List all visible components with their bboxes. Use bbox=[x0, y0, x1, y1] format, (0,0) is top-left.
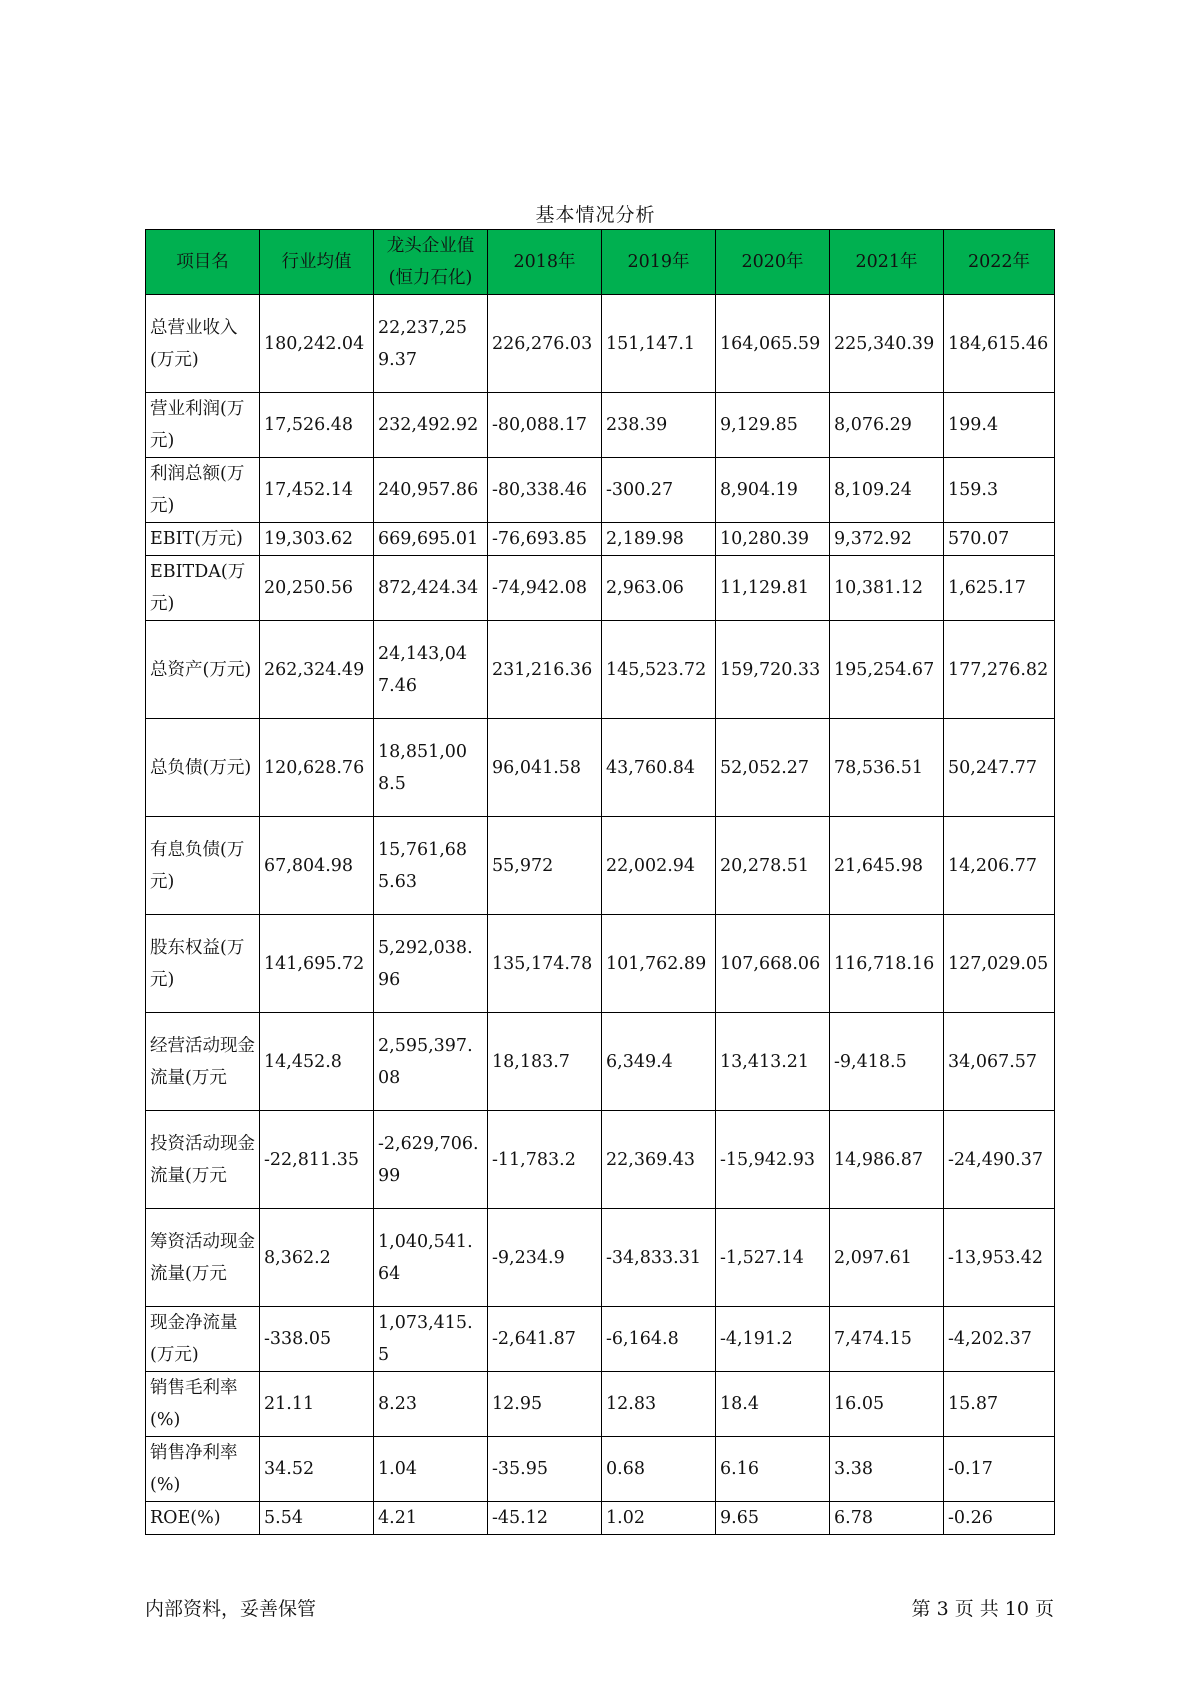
table-cell: -1,527.14 bbox=[716, 1209, 830, 1307]
table-cell: 43,760.84 bbox=[602, 719, 716, 817]
table-cell: 1.04 bbox=[374, 1437, 488, 1502]
table-cell: -22,811.35 bbox=[260, 1111, 374, 1209]
table-row bbox=[146, 621, 1055, 719]
table-caption: 基本情况分析 bbox=[535, 204, 656, 226]
table-cell: 240,957.86 bbox=[374, 458, 488, 523]
column-header: 2021年 bbox=[830, 230, 944, 295]
table-row bbox=[146, 556, 1055, 621]
table-cell: 67,804.98 bbox=[260, 817, 374, 915]
table-row bbox=[146, 393, 1055, 458]
row-label: 利润总额(万元) bbox=[146, 458, 260, 523]
table-cell: 15.87 bbox=[944, 1372, 1055, 1437]
table-row bbox=[146, 1307, 1055, 1372]
row-label: EBITDA(万元) bbox=[146, 556, 260, 621]
table-cell: 116,718.16 bbox=[830, 915, 944, 1013]
table-cell: 18,183.7 bbox=[488, 1013, 602, 1111]
table-cell: 5.54 bbox=[260, 1502, 374, 1535]
table-cell: -9,234.9 bbox=[488, 1209, 602, 1307]
table-cell: 164,065.59 bbox=[716, 295, 830, 393]
column-header: 2020年 bbox=[716, 230, 830, 295]
table-cell: 2,097.61 bbox=[830, 1209, 944, 1307]
table-cell: 12.83 bbox=[602, 1372, 716, 1437]
row-label: 有息负债(万元) bbox=[146, 817, 260, 915]
table-cell: 18,851,008.5 bbox=[374, 719, 488, 817]
table-cell: 6.78 bbox=[830, 1502, 944, 1535]
table-cell: 12.95 bbox=[488, 1372, 602, 1437]
table-cell: 96,041.58 bbox=[488, 719, 602, 817]
table-cell: 120,628.76 bbox=[260, 719, 374, 817]
footer-confidential-note: 内部资料，妥善保管 bbox=[145, 1598, 317, 1620]
row-label: 总资产(万元) bbox=[146, 621, 260, 719]
table-cell: -45.12 bbox=[488, 1502, 602, 1535]
table-row bbox=[146, 719, 1055, 817]
table-cell: 101,762.89 bbox=[602, 915, 716, 1013]
table-cell: 180,242.04 bbox=[260, 295, 374, 393]
table-cell: -80,338.46 bbox=[488, 458, 602, 523]
table-cell: 6.16 bbox=[716, 1437, 830, 1502]
table-cell: 14,986.87 bbox=[830, 1111, 944, 1209]
row-label: EBIT(万元) bbox=[146, 523, 260, 556]
table-cell: 21.11 bbox=[260, 1372, 374, 1437]
row-label: 销售毛利率(%) bbox=[146, 1372, 260, 1437]
table-cell: -11,783.2 bbox=[488, 1111, 602, 1209]
table-cell: 22,002.94 bbox=[602, 817, 716, 915]
table-row bbox=[146, 523, 1055, 556]
table-cell: 34.52 bbox=[260, 1437, 374, 1502]
table-cell: 231,216.36 bbox=[488, 621, 602, 719]
table-cell: 21,645.98 bbox=[830, 817, 944, 915]
table-cell: 1,040,541.64 bbox=[374, 1209, 488, 1307]
table-cell: 55,972 bbox=[488, 817, 602, 915]
table-cell: 159.3 bbox=[944, 458, 1055, 523]
table-cell: 669,695.01 bbox=[374, 523, 488, 556]
table-cell: 4.21 bbox=[374, 1502, 488, 1535]
table-cell: 14,206.77 bbox=[944, 817, 1055, 915]
table-cell: 9,372.92 bbox=[830, 523, 944, 556]
table-cell: -0.26 bbox=[944, 1502, 1055, 1535]
row-label: ROE(%) bbox=[146, 1502, 260, 1535]
row-label: 总营业收入(万元) bbox=[146, 295, 260, 393]
table-cell: 8,362.2 bbox=[260, 1209, 374, 1307]
table-row bbox=[146, 817, 1055, 915]
column-header: 2022年 bbox=[944, 230, 1055, 295]
table-cell: 22,237,259.37 bbox=[374, 295, 488, 393]
column-header: 项目名 bbox=[146, 230, 260, 295]
table-cell: 159,720.33 bbox=[716, 621, 830, 719]
row-label: 股东权益(万元) bbox=[146, 915, 260, 1013]
table-cell: -4,202.37 bbox=[944, 1307, 1055, 1372]
table-cell: 232,492.92 bbox=[374, 393, 488, 458]
table-cell: -2,629,706.99 bbox=[374, 1111, 488, 1209]
table-cell: -35.95 bbox=[488, 1437, 602, 1502]
table-cell: 11,129.81 bbox=[716, 556, 830, 621]
table-cell: 0.68 bbox=[602, 1437, 716, 1502]
table-row bbox=[146, 1111, 1055, 1209]
table-cell: -338.05 bbox=[260, 1307, 374, 1372]
table-cell: 7,474.15 bbox=[830, 1307, 944, 1372]
table-cell: 6,349.4 bbox=[602, 1013, 716, 1111]
table-cell: 16.05 bbox=[830, 1372, 944, 1437]
table-cell: 20,278.51 bbox=[716, 817, 830, 915]
table-cell: 1,625.17 bbox=[944, 556, 1055, 621]
table-cell: -34,833.31 bbox=[602, 1209, 716, 1307]
table-cell: -80,088.17 bbox=[488, 393, 602, 458]
table-cell: -4,191.2 bbox=[716, 1307, 830, 1372]
table-cell: -76,693.85 bbox=[488, 523, 602, 556]
table-header-row bbox=[146, 230, 1055, 295]
column-header: 2019年 bbox=[602, 230, 716, 295]
table-cell: 1.02 bbox=[602, 1502, 716, 1535]
row-label: 经营活动现金流量(万元 bbox=[146, 1013, 260, 1111]
table-cell: 15,761,685.63 bbox=[374, 817, 488, 915]
table-cell: 2,595,397.08 bbox=[374, 1013, 488, 1111]
table-cell: 195,254.67 bbox=[830, 621, 944, 719]
table-cell: 10,381.12 bbox=[830, 556, 944, 621]
table-cell: 3.38 bbox=[830, 1437, 944, 1502]
footer-page-number: 第 3 页 共 10 页 bbox=[911, 1598, 1054, 1620]
table-cell: -13,953.42 bbox=[944, 1209, 1055, 1307]
table-cell: 1,073,415.5 bbox=[374, 1307, 488, 1372]
table-cell: 13,413.21 bbox=[716, 1013, 830, 1111]
table-row bbox=[146, 295, 1055, 393]
table-cell: 199.4 bbox=[944, 393, 1055, 458]
table-cell: 8,076.29 bbox=[830, 393, 944, 458]
table-cell: -6,164.8 bbox=[602, 1307, 716, 1372]
table-cell: 872,424.34 bbox=[374, 556, 488, 621]
table-cell: 2,189.98 bbox=[602, 523, 716, 556]
table-row bbox=[146, 1372, 1055, 1437]
table-row bbox=[146, 1013, 1055, 1111]
table-cell: 8,904.19 bbox=[716, 458, 830, 523]
table-cell: 2,963.06 bbox=[602, 556, 716, 621]
column-header: 行业均值 bbox=[260, 230, 374, 295]
table-cell: 8.23 bbox=[374, 1372, 488, 1437]
table-cell: 22,369.43 bbox=[602, 1111, 716, 1209]
table-row bbox=[146, 1209, 1055, 1307]
row-label: 总负债(万元) bbox=[146, 719, 260, 817]
column-header: 龙头企业值(恒力石化) bbox=[374, 230, 488, 295]
row-label: 销售净利率(%) bbox=[146, 1437, 260, 1502]
table-cell: 18.4 bbox=[716, 1372, 830, 1437]
table-cell: 17,452.14 bbox=[260, 458, 374, 523]
table-cell: -15,942.93 bbox=[716, 1111, 830, 1209]
table-cell: 238.39 bbox=[602, 393, 716, 458]
table-cell: 9,129.85 bbox=[716, 393, 830, 458]
table-cell: -9,418.5 bbox=[830, 1013, 944, 1111]
table-cell: 9.65 bbox=[716, 1502, 830, 1535]
table-cell: 226,276.03 bbox=[488, 295, 602, 393]
table-cell: 151,147.1 bbox=[602, 295, 716, 393]
table-cell: 135,174.78 bbox=[488, 915, 602, 1013]
table-body bbox=[146, 295, 1055, 1535]
table-cell: 10,280.39 bbox=[716, 523, 830, 556]
table-cell: 107,668.06 bbox=[716, 915, 830, 1013]
table-row bbox=[146, 1502, 1055, 1535]
table-cell: 24,143,047.46 bbox=[374, 621, 488, 719]
table-cell: 127,029.05 bbox=[944, 915, 1055, 1013]
table-cell: -300.27 bbox=[602, 458, 716, 523]
table-cell: 17,526.48 bbox=[260, 393, 374, 458]
row-label: 营业利润(万元) bbox=[146, 393, 260, 458]
table-cell: 20,250.56 bbox=[260, 556, 374, 621]
table-cell: 141,695.72 bbox=[260, 915, 374, 1013]
table-cell: -2,641.87 bbox=[488, 1307, 602, 1372]
table-cell: -0.17 bbox=[944, 1437, 1055, 1502]
column-header: 2018年 bbox=[488, 230, 602, 295]
table-cell: -74,942.08 bbox=[488, 556, 602, 621]
table-cell: 145,523.72 bbox=[602, 621, 716, 719]
table-cell: 225,340.39 bbox=[830, 295, 944, 393]
row-label: 现金净流量(万元) bbox=[146, 1307, 260, 1372]
table-cell: -24,490.37 bbox=[944, 1111, 1055, 1209]
table-cell: 177,276.82 bbox=[944, 621, 1055, 719]
basic-analysis-table bbox=[145, 229, 1055, 1535]
table-row bbox=[146, 915, 1055, 1013]
table-cell: 52,052.27 bbox=[716, 719, 830, 817]
row-label: 筹资活动现金流量(万元 bbox=[146, 1209, 260, 1307]
table-cell: 8,109.24 bbox=[830, 458, 944, 523]
table-row bbox=[146, 458, 1055, 523]
table-row bbox=[146, 1437, 1055, 1502]
table-cell: 5,292,038.96 bbox=[374, 915, 488, 1013]
row-label: 投资活动现金流量(万元 bbox=[146, 1111, 260, 1209]
table-cell: 78,536.51 bbox=[830, 719, 944, 817]
table-cell: 19,303.62 bbox=[260, 523, 374, 556]
table-cell: 50,247.77 bbox=[944, 719, 1055, 817]
table-cell: 14,452.8 bbox=[260, 1013, 374, 1111]
table-cell: 184,615.46 bbox=[944, 295, 1055, 393]
table-cell: 570.07 bbox=[944, 523, 1055, 556]
table-cell: 34,067.57 bbox=[944, 1013, 1055, 1111]
table-cell: 262,324.49 bbox=[260, 621, 374, 719]
